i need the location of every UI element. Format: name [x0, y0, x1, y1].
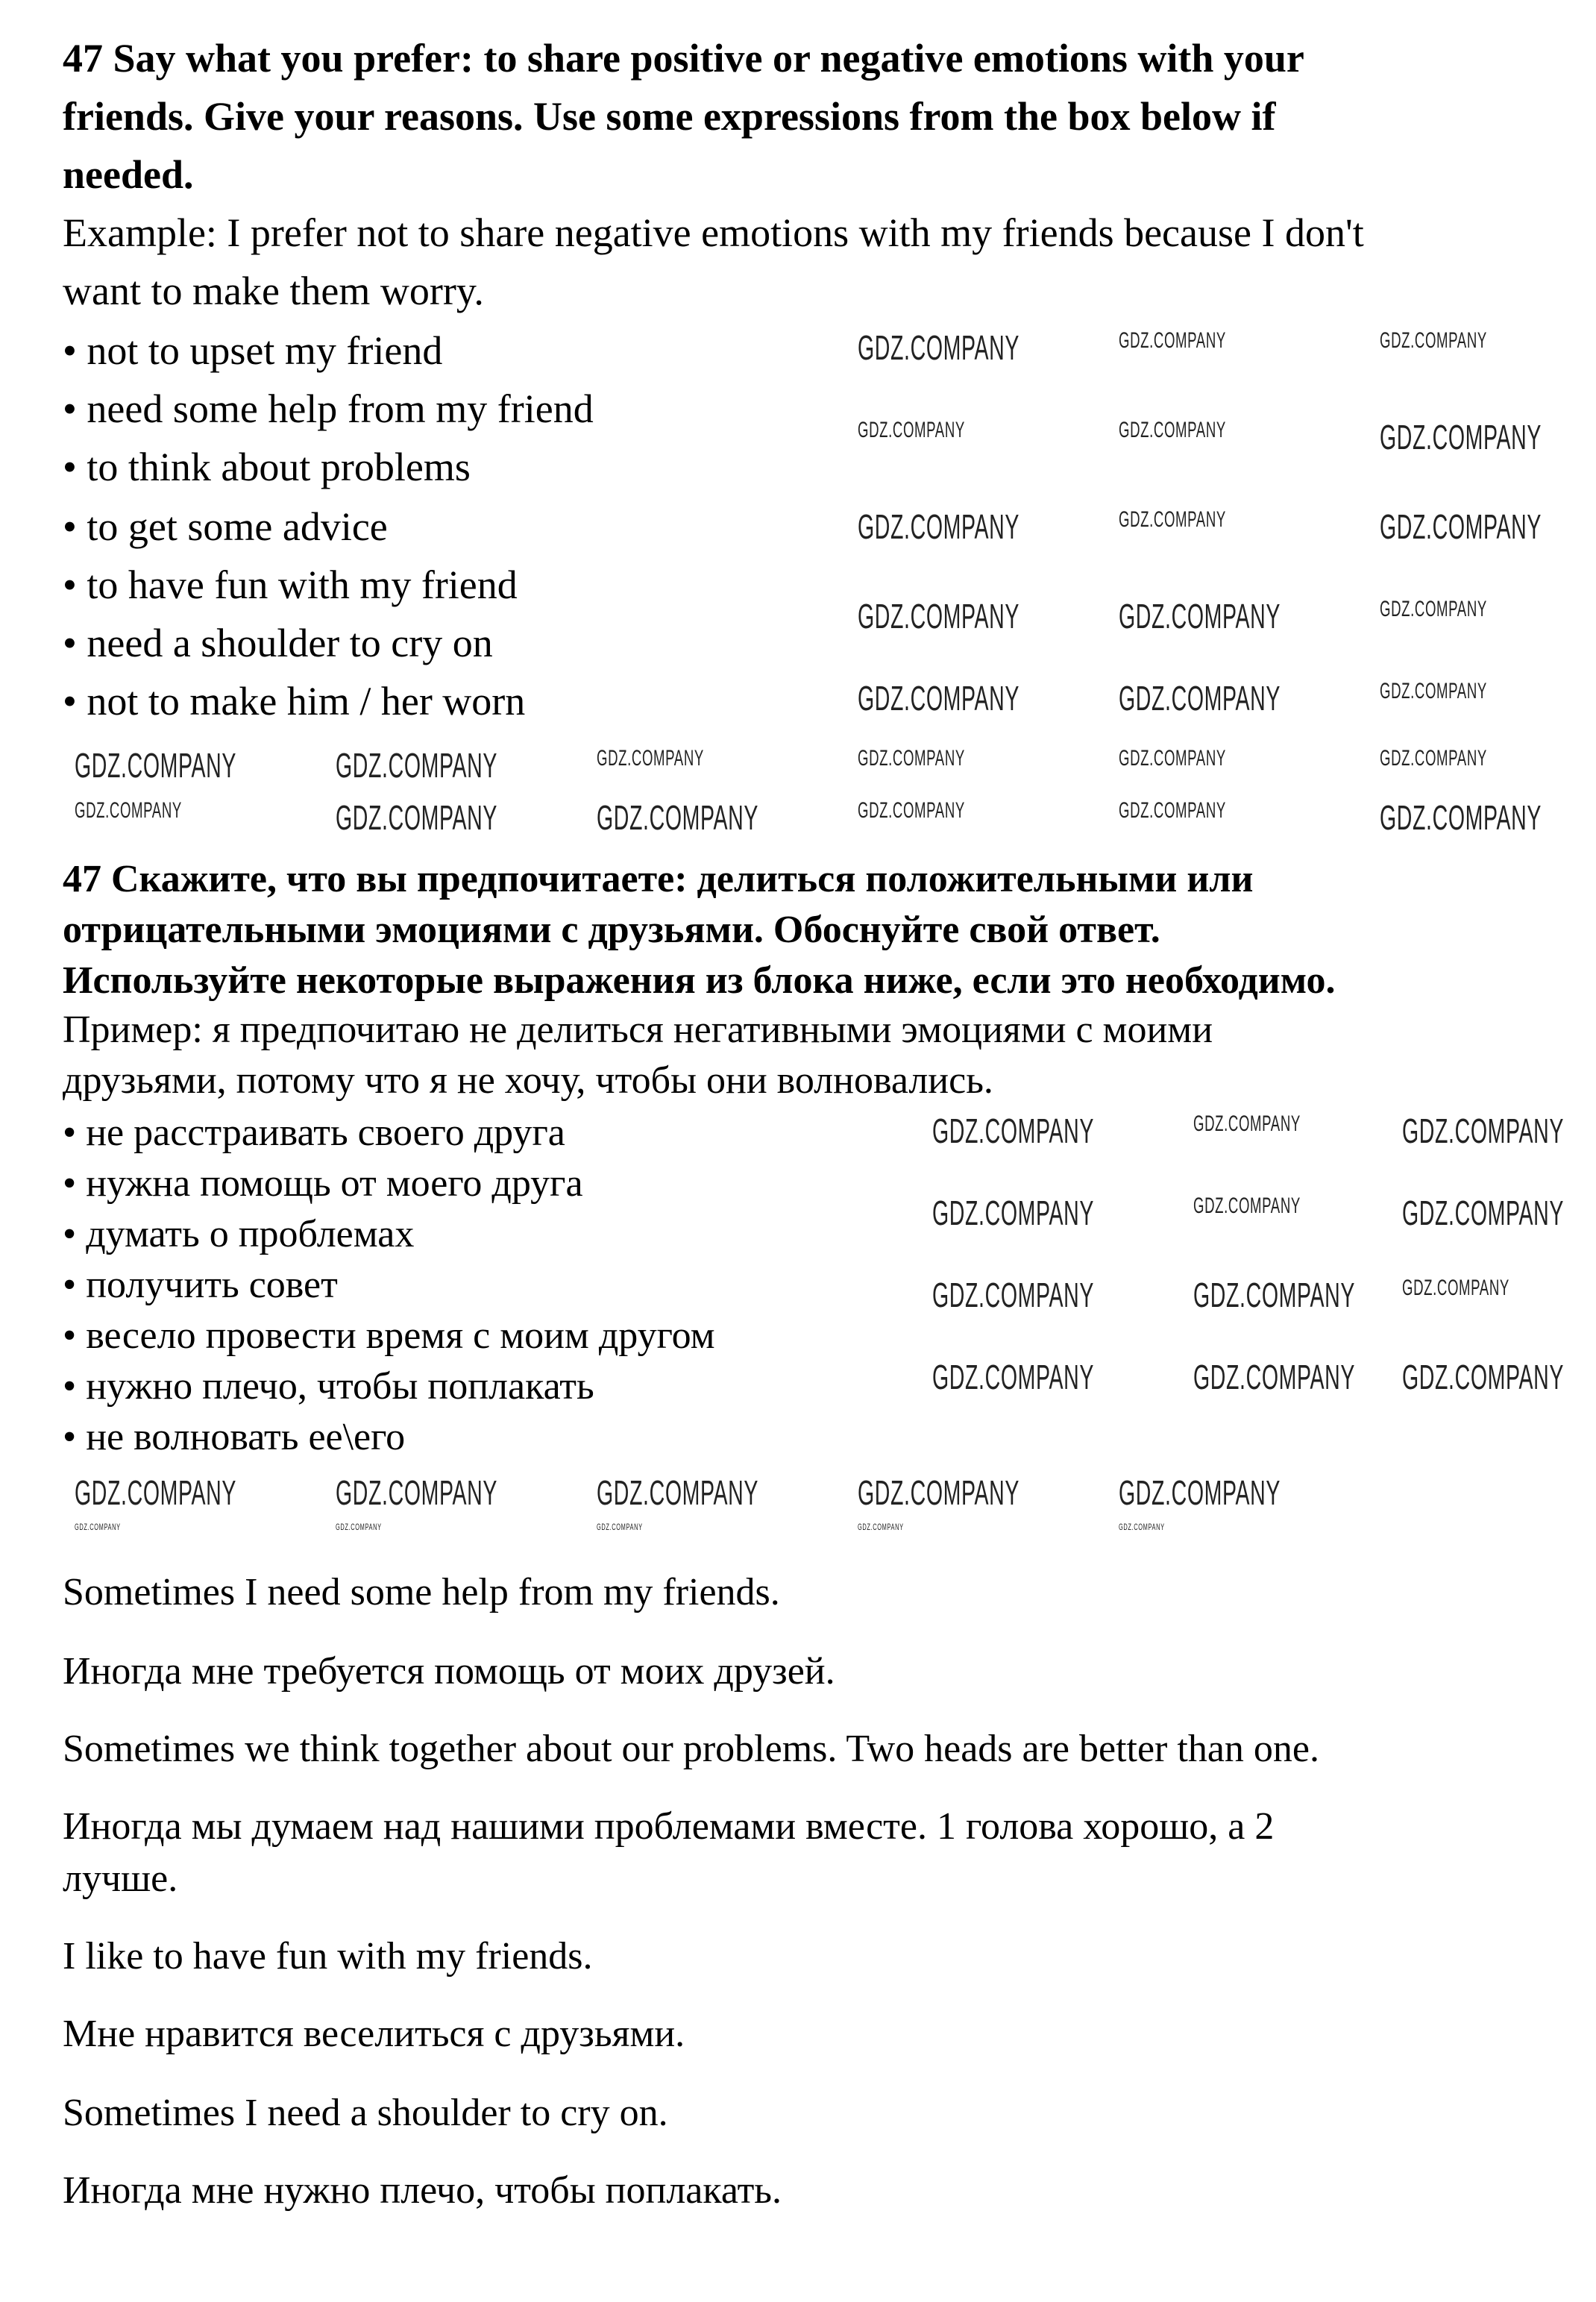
watermark: GDZ.COMPANY [1193, 1276, 1356, 1314]
list-item: • to think about problems [63, 445, 471, 489]
watermark: GDZ.COMPANY [858, 679, 1020, 718]
task-heading-ru-line-3: Используйте некоторые выражения из блока ниже, если это необходимо. [63, 959, 1336, 1002]
answer-line: Иногда мне требуется помощь от моих друзей. [63, 1650, 835, 1693]
watermark: GDZ.COMPANY [1119, 798, 1226, 823]
watermark: GDZ.COMPANY [932, 1111, 1095, 1150]
watermark: GDZ.COMPANY [1402, 1276, 1509, 1300]
watermark: GDZ.COMPANY [75, 798, 182, 823]
watermark: GDZ.COMPANY [1380, 798, 1542, 837]
watermark: GDZ.COMPANY [1402, 1194, 1565, 1232]
watermark: GDZ.COMPANY [1119, 679, 1281, 718]
answer-line: Sometimes we think together about our problems. Two heads are better than one. [63, 1728, 1319, 1770]
watermark: GDZ.COMPANY [75, 1473, 237, 1512]
example-ru-line-1: Пример: я предпочитаю не делиться негативными эмоциями с моими [63, 1009, 1213, 1051]
watermark: GDZ.COMPANY [1119, 507, 1226, 532]
watermark: GDZ.COMPANY [932, 1358, 1095, 1396]
watermark: GDZ.COMPANY [1119, 746, 1226, 771]
watermark: GDZ.COMPANY [597, 1522, 643, 1532]
watermark: GDZ.COMPANY [1380, 746, 1487, 771]
watermark: GDZ.COMPANY [932, 1276, 1095, 1314]
example-en-line-1: Example: I prefer not to share negative emotions with my friends because I don't [63, 210, 1364, 255]
watermark: GDZ.COMPANY [1193, 1111, 1301, 1136]
watermark: GDZ.COMPANY [336, 1473, 498, 1512]
watermark: GDZ.COMPANY [75, 746, 237, 785]
watermark: GDZ.COMPANY [336, 1522, 382, 1532]
watermark: GDZ.COMPANY [336, 798, 498, 837]
task-heading-en-line-3: needed. [63, 152, 194, 197]
watermark: GDZ.COMPANY [1193, 1194, 1301, 1218]
list-item: • нужно плечо, чтобы поплакать [63, 1365, 594, 1408]
watermark: GDZ.COMPANY [932, 1194, 1095, 1232]
answer-line: Sometimes I need some help from my friends. [63, 1571, 780, 1613]
list-item: • думать о проблемах [63, 1213, 415, 1255]
example-ru-line-2: друзьями, потому что я не хочу, чтобы они волновались. [63, 1059, 993, 1102]
watermark: GDZ.COMPANY [1119, 1522, 1165, 1532]
list-item: • не расстраивать своего друга [63, 1111, 565, 1154]
watermark: GDZ.COMPANY [597, 798, 759, 837]
example-en-line-2: want to make them worry. [63, 269, 484, 313]
watermark: GDZ.COMPANY [1380, 679, 1487, 703]
task-heading-ru-line-2: отрицательными эмоциями с друзьями. Обоснуйте свой ответ. [63, 909, 1160, 951]
list-item: • need some help from my friend [63, 386, 594, 431]
watermark: GDZ.COMPANY [597, 1473, 759, 1512]
list-item: • to get some advice [63, 504, 388, 549]
list-item: • to have fun with my friend [63, 562, 518, 607]
watermark: GDZ.COMPANY [858, 1522, 904, 1532]
list-item: • весело провести время с моим другом [63, 1314, 715, 1357]
answer-line: лучше. [63, 1857, 178, 1900]
watermark: GDZ.COMPANY [858, 507, 1020, 546]
watermark: GDZ.COMPANY [1380, 328, 1487, 353]
watermark: GDZ.COMPANY [75, 1522, 121, 1532]
watermark: GDZ.COMPANY [1380, 597, 1487, 621]
list-item: • not to upset my friend [63, 328, 443, 373]
watermark: GDZ.COMPANY [1380, 507, 1542, 546]
watermark: GDZ.COMPANY [858, 328, 1020, 367]
watermark: GDZ.COMPANY [1119, 328, 1226, 353]
list-item: • получить совет [63, 1264, 338, 1306]
watermark: GDZ.COMPANY [858, 798, 965, 823]
watermark: GDZ.COMPANY [858, 746, 965, 771]
watermark: GDZ.COMPANY [858, 597, 1020, 636]
watermark: GDZ.COMPANY [1119, 597, 1281, 636]
watermark: GDZ.COMPANY [336, 746, 498, 785]
task-heading-en-line-1: 47 Say what you prefer: to share positive or negative emotions with your [63, 36, 1304, 81]
watermark: GDZ.COMPANY [1402, 1111, 1565, 1150]
list-item: • нужна помощь от моего друга [63, 1162, 583, 1205]
watermark: GDZ.COMPANY [1193, 1358, 1356, 1396]
watermark: GDZ.COMPANY [1119, 418, 1226, 442]
answer-line: Иногда мы думаем над нашими проблемами вместе. 1 голова хорошо, а 2 [63, 1805, 1275, 1848]
answer-line: I like to have fun with my friends. [63, 1935, 593, 1978]
task-heading-en-line-2: friends. Give your reasons. Use some expressions from the box below if [63, 94, 1276, 139]
list-item: • need a shoulder to cry on [63, 621, 493, 665]
task-heading-ru-line-1: 47 Скажите, что вы предпочитаете: делиться положительными или [63, 858, 1254, 900]
list-item: • не волновать ее\его [63, 1416, 406, 1458]
watermark: GDZ.COMPANY [597, 746, 704, 771]
watermark: GDZ.COMPANY [1380, 418, 1542, 457]
list-item: • not to make him / her worn [63, 679, 526, 724]
watermark: GDZ.COMPANY [1402, 1358, 1565, 1396]
answer-line: Sometimes I need a shoulder to cry on. [63, 2092, 668, 2134]
watermark: GDZ.COMPANY [858, 418, 965, 442]
watermark: GDZ.COMPANY [858, 1473, 1020, 1512]
watermark: GDZ.COMPANY [1119, 1473, 1281, 1512]
answer-line: Иногда мне нужно плечо, чтобы поплакать. [63, 2169, 782, 2212]
answer-line: Мне нравится веселиться с друзьями. [63, 2013, 685, 2055]
